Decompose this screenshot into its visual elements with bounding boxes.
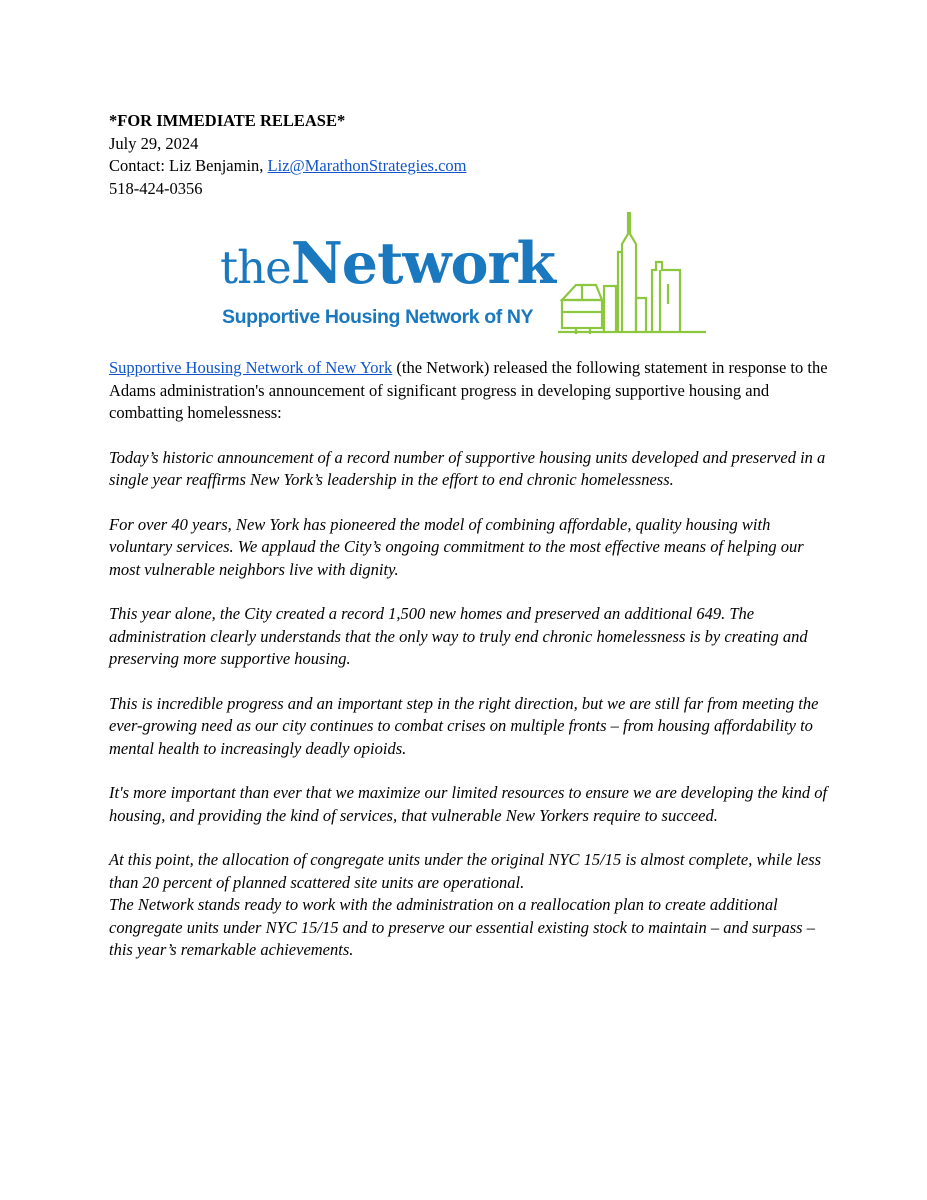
logo-wordmark xyxy=(220,230,555,297)
release-body xyxy=(109,357,829,984)
statement-paragraph-5: It's more important than ever that we maximize our limited resources to ensure we are developing the kind of housing, and providing the kind of services, that vulnerable New Yorkers require to succeed. xyxy=(109,783,828,825)
release-label: *FOR IMMEDIATE RELEASE* xyxy=(109,111,346,130)
contact-line xyxy=(109,155,466,178)
statement-paragraph-3: This year alone, the City created a record 1,500 new homes and preserved an additional 649. The administration clearly understands that the only way to truly end chronic homelessness is by creating and preserving more supportive housing. xyxy=(109,604,808,668)
statement-paragraph-1: Today’s historic announcement of a record number of supportive housing units developed and preserved in a single year reaffirms New York’s leadership in the effort to end chronic homelessness. xyxy=(109,447,826,489)
contact-phone: 518-424-0356 xyxy=(109,178,203,198)
logo-word-the: the xyxy=(220,241,291,294)
contact-email-link[interactable]: Liz@MarathonStrategies.com xyxy=(267,156,467,175)
release-header xyxy=(109,110,466,200)
network-logo xyxy=(220,212,710,336)
statement-paragraph-6: At this point, the allocation of congregate units under the original NYC 15/15 is almost complete, while less than 20 percent of planned scattered site units are operational. xyxy=(109,850,822,892)
statement-paragraph-4: This is incredible progress and an important step in the right direction, but we are still far from meeting the ever-growing need as our city continues to combat crises on multiple fronts – from housing affordability to mental health to increasingly deadly opioids. xyxy=(109,693,819,758)
intro-text: (the Network) released the following statement in response to the Adams administration's announcement of significant progress in developing supportive housing and combatting homelessness: xyxy=(109,358,828,422)
statement-paragraph-7: The Network stands ready to work with the administration on a reallocation plan to create additional congregate units under NYC 15/15 and to preserve our essential existing stock to maintain – and surpass – this year’s remarkable achievements. xyxy=(109,895,815,959)
statement-paragraph-2: For over 40 years, New York has pioneered the model of combining affordable, quality housing with voluntary services. We applaud the City’s ongoing commitment to the most effective means of helping our most vulnerable neighbors live with dignity. xyxy=(109,514,804,579)
intro-paragraph xyxy=(109,357,829,425)
logo-tagline: Supportive Housing Network of NY xyxy=(222,306,534,328)
logo-word-network: Network xyxy=(290,230,556,297)
network-link[interactable]: Supportive Housing Network of New York xyxy=(109,358,393,377)
release-date: July 29, 2024 xyxy=(109,133,199,153)
city-skyline-icon xyxy=(556,212,706,336)
contact-prefix: Contact: Liz Benjamin, xyxy=(109,156,264,175)
